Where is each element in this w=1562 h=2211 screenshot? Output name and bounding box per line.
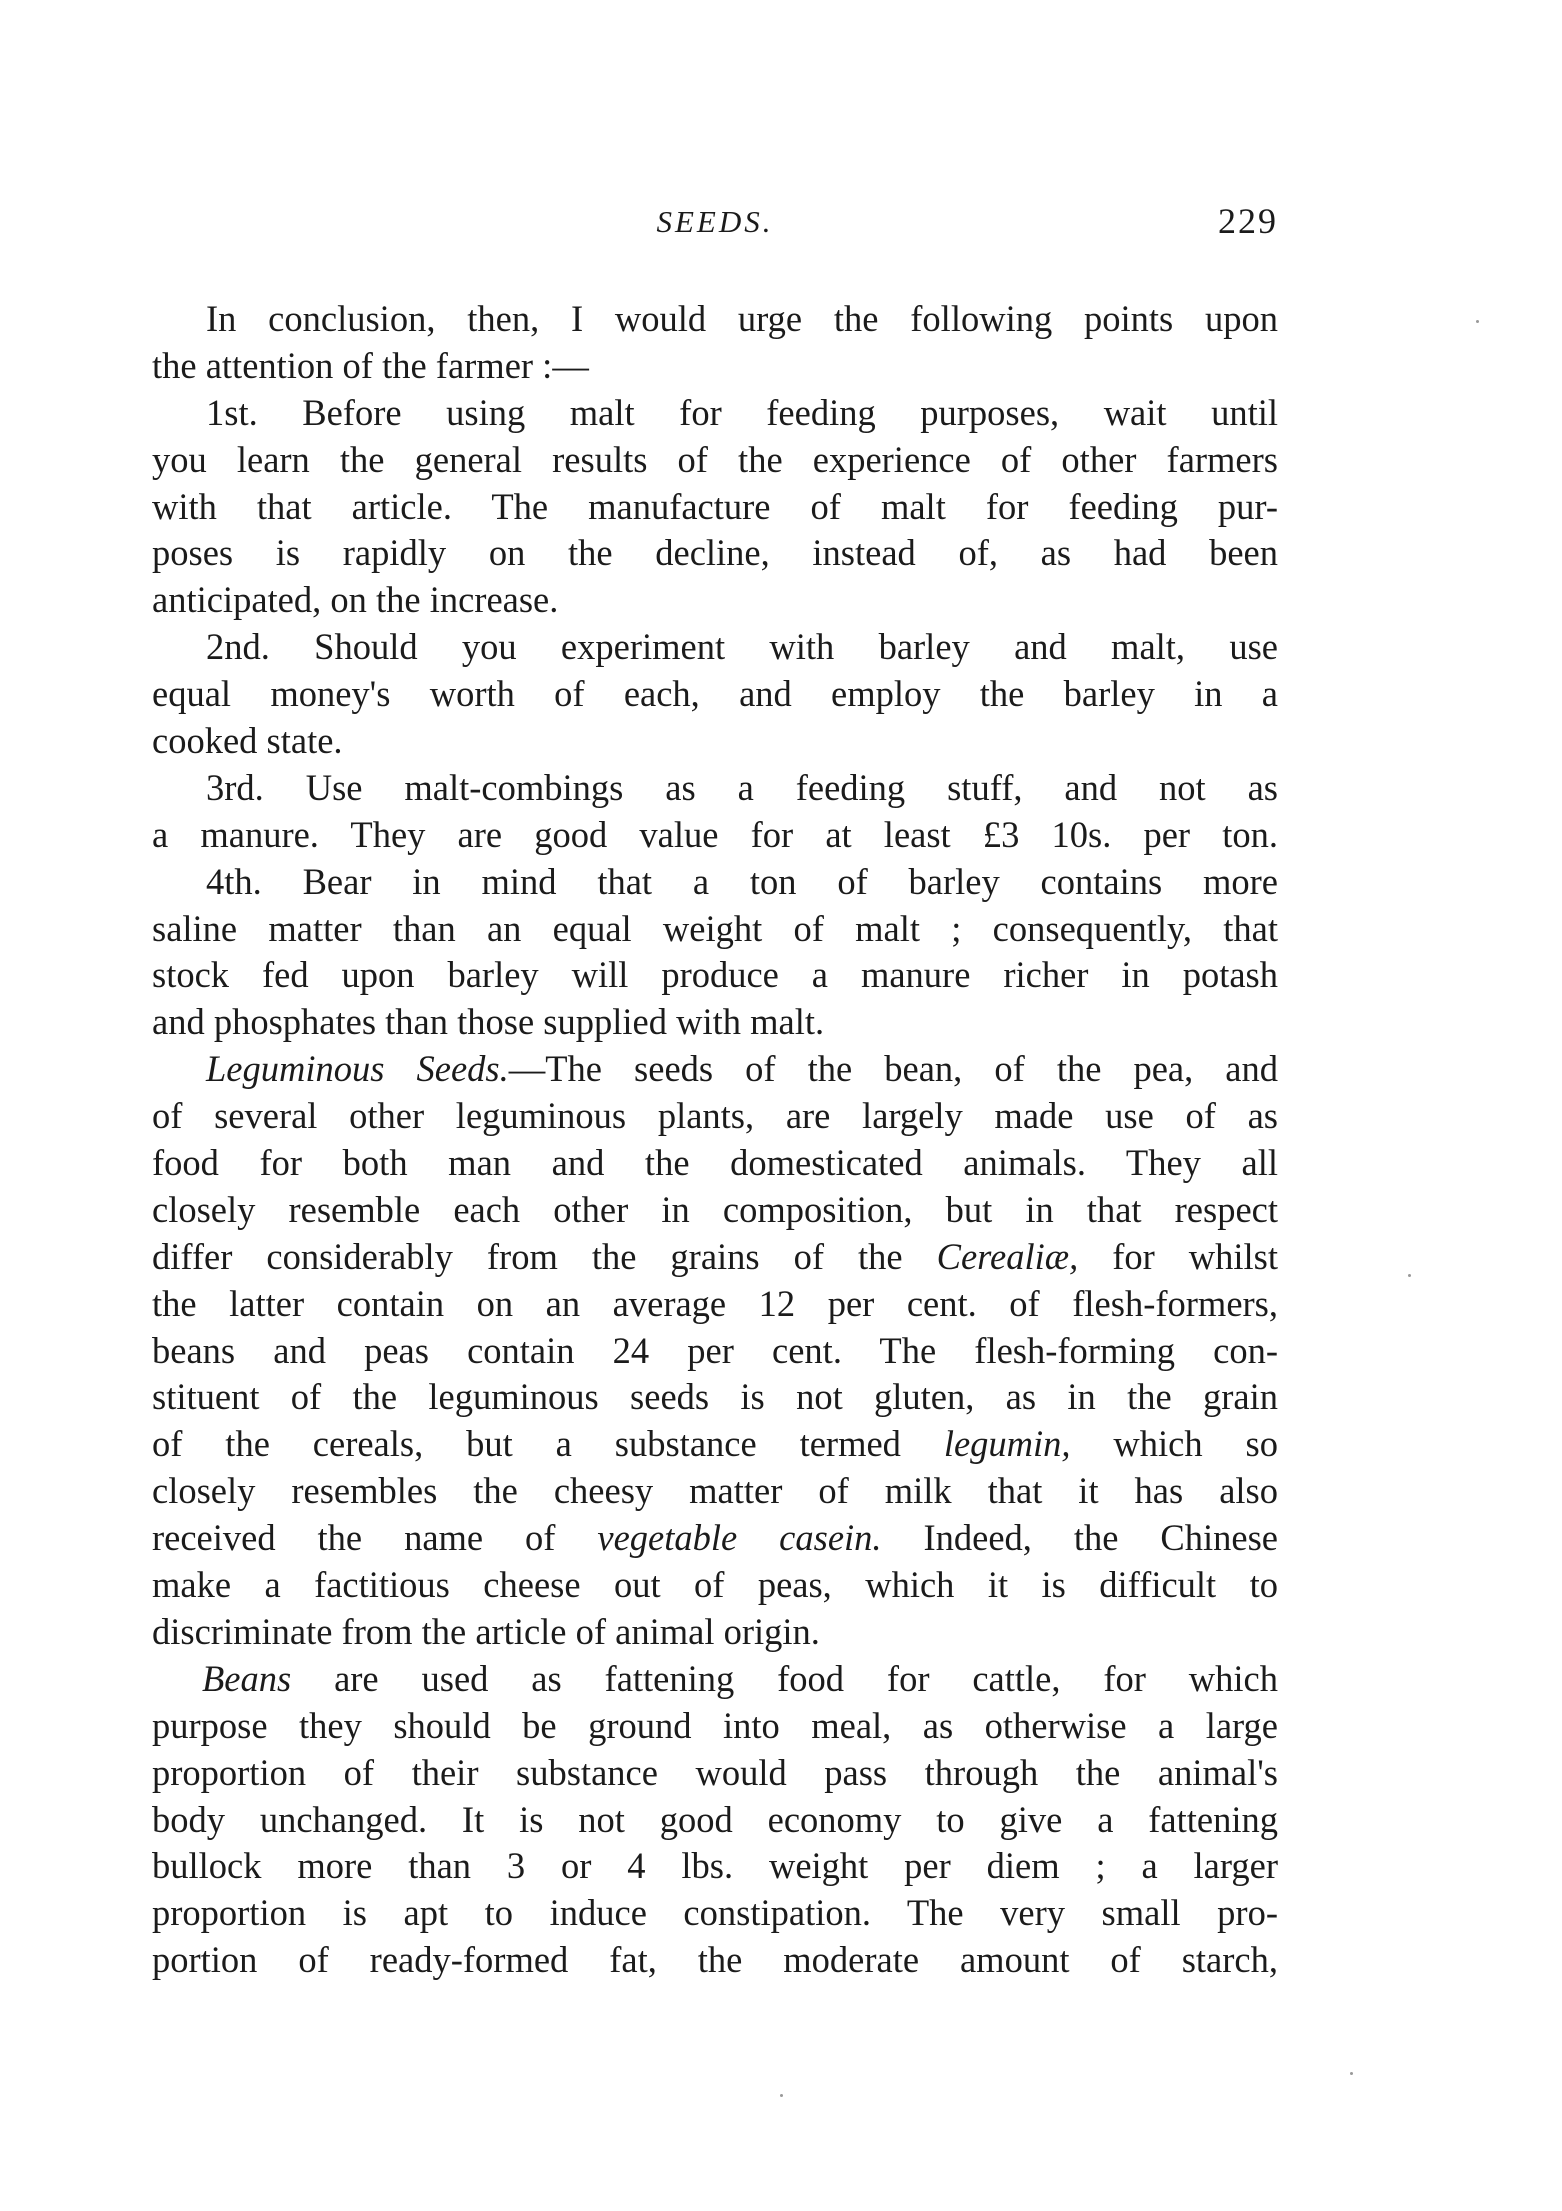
text-line: make a factitious cheese out of peas, which it is difficult to [152, 1564, 1278, 1606]
page-number: 229 [1218, 201, 1278, 241]
running-head-title: SEEDS. [656, 204, 774, 239]
text-line: In conclusion, then, I would urge the following points upon [206, 298, 1278, 339]
paper-speck [780, 2094, 783, 2097]
paper-speck [1476, 320, 1479, 323]
text-line: proportion of their substance would pass through the animal's [152, 1751, 1278, 1793]
text-line: you learn the general results of the experience of other farmers [152, 438, 1278, 480]
body-text [152, 296, 1278, 1984]
italic-heading: Beans [202, 1657, 292, 1699]
text-run: for whilst [1078, 1235, 1278, 1277]
text-run: which so [1070, 1423, 1278, 1465]
running-head [152, 200, 1278, 250]
text-line: a manure. They are good value for at least £3 10s. per ton. [152, 813, 1278, 855]
text-line: proportion is apt to induce constipation. The very small pro- [152, 1892, 1278, 1934]
text-run: of the cereals, but a substance termed [152, 1423, 944, 1465]
text-line: poses is rapidly on the decline, instead of, as had been [152, 532, 1278, 574]
text-run: —The seeds of the bean, of the pea, and [508, 1048, 1278, 1090]
text-line: anticipated, on the increase. [152, 579, 559, 621]
text-run: Indeed, the Chinese [881, 1517, 1278, 1559]
text-line: beans and peas contain 24 per cent. The flesh-forming con- [152, 1329, 1278, 1371]
paper-speck [1350, 2072, 1353, 2075]
text-run: differ considerably from the grains of the [152, 1235, 937, 1277]
text-line: equal money's worth of each, and employ the barley in a [152, 673, 1278, 715]
text-line: stock fed upon barley will produce a manure richer in potash [152, 954, 1278, 996]
text-run: received the name of [152, 1517, 598, 1559]
text-line: body unchanged. It is not good economy to give a fattening [152, 1798, 1278, 1840]
text-line: cooked state. [152, 720, 343, 762]
text-line: closely resemble each other in composition, but in that respect [152, 1188, 1278, 1230]
text-line: bullock more than 3 or 4 lbs. weight per diem ; a larger [152, 1845, 1278, 1887]
text-line: of several other leguminous plants, are largely made use of as [152, 1095, 1278, 1137]
text-run: are used as fattening food for cattle, for which [291, 1657, 1278, 1699]
text-line [152, 1046, 1278, 1093]
text-line: stituent of the leguminous seeds is not gluten, as in the grain [152, 1376, 1278, 1418]
text-line: saline matter than an equal weight of malt ; consequently, that [152, 907, 1278, 949]
text-line: the latter contain on an average 12 per cent. of flesh-formers, [152, 1282, 1278, 1324]
italic-term: vegetable casein. [597, 1517, 882, 1559]
italic-term: Cerealiæ, [936, 1235, 1079, 1277]
text-line: the attention of the farmer :— [152, 344, 589, 386]
text-line: closely resembles the cheesy matter of milk that it has also [152, 1470, 1278, 1512]
text-line: and phosphates than those supplied with malt. [152, 1001, 825, 1043]
italic-term: legumin, [943, 1423, 1071, 1465]
text-line: purpose they should be ground into meal, as otherwise a large [152, 1704, 1278, 1746]
text-line: discriminate from the article of animal origin. [152, 1610, 820, 1652]
text-line: with that article. The manufacture of malt for feeding pur- [152, 485, 1278, 527]
italic-heading: Leguminous Seeds. [206, 1048, 509, 1090]
text-line: 3rd. Use malt-combings as a feeding stuff, and not as [206, 766, 1278, 808]
paper-speck [1408, 1274, 1411, 1277]
text-line: food for both man and the domesticated animals. They all [152, 1142, 1278, 1184]
text-line: 1st. Before using malt for feeding purposes, wait until [206, 391, 1278, 433]
text-line [152, 1515, 1278, 1562]
text-line [152, 1656, 1278, 1703]
text-line [152, 1234, 1278, 1281]
text-line: portion of ready-formed fat, the moderate amount of starch, [152, 1939, 1278, 1981]
text-line: 2nd. Should you experiment with barley and malt, use [206, 626, 1278, 668]
text-line [152, 1421, 1278, 1468]
text-line: 4th. Bear in mind that a ton of barley contains more [206, 860, 1278, 902]
